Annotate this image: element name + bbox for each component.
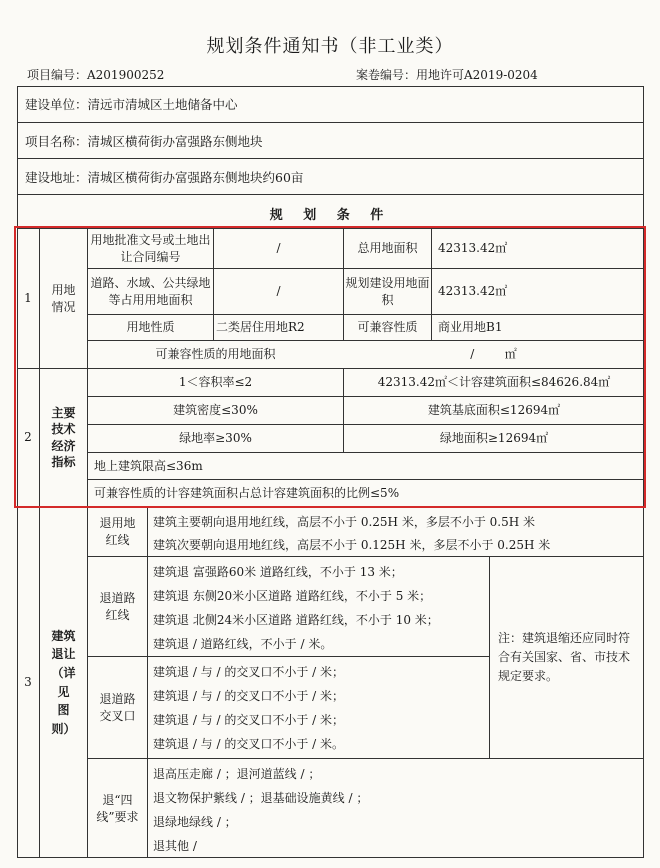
- sec3-road-line-label: 退道路 红线: [87, 556, 147, 656]
- sec3-road-line-1: 建筑退 富强路60米 道路红线，不小于 13 米；: [153, 565, 403, 579]
- section-title: 规 划 条 件: [269, 208, 392, 223]
- sec3-red-line-secondary: 建筑次要朝向退用地红线，高层不小于 0.125H 米，多层不小于 0.25H 米: [153, 538, 551, 552]
- sec3-red-line-primary: 建筑主要朝向退用地红线，高层不小于 0.25H 米，多层不小于 0.5H 米: [153, 515, 535, 529]
- address-text: 建设地址：清城区横荷街办富强路东侧地块约60亩: [25, 169, 304, 185]
- sec2-compatible-ratio: 可兼容性质的计容建筑面积占总计容建筑面积的比例≤5%: [87, 479, 644, 506]
- sec3-label: 建筑 退让 （详 见 图 则）: [39, 506, 87, 858]
- sec1-total-area-label: 总用地面积: [343, 228, 431, 268]
- sec2-height-limit: 地上建筑限高≤36m: [87, 452, 644, 479]
- sec1-occupied-value: /: [213, 268, 343, 314]
- sec3-intersection-2: 建筑退 / 与 / 的交叉口不小于 / 米；: [153, 689, 345, 703]
- sec1-build-area-value: 42313.42㎡: [431, 268, 644, 314]
- sec3-number: 3: [17, 506, 39, 858]
- sec3-intersection-label: 退道路 交叉口: [87, 656, 147, 758]
- sec1-compatible-area-value: / ㎡: [343, 340, 644, 368]
- sec1-land-use-label: 用地性质: [87, 314, 213, 340]
- builder-text: 建设单位：清远市清城区土地储备中心: [25, 97, 238, 112]
- sec3-four-lines-2: 退文物保护紫线 / ；退基础设施黄线 / ；: [153, 791, 369, 805]
- sec1-build-area-label: 规划建设用地面积: [343, 268, 431, 314]
- sec3-note: 注：建筑退缩还应同时符合有关国家、省、市技术规定要求。: [489, 556, 644, 758]
- project-name-text: 项目名称：清城区横荷街办富强路东侧地块: [25, 133, 263, 149]
- sec3-red-line-label: 退用地 红线: [87, 506, 147, 556]
- sec3-four-lines-3: 退绿地绿线 / ；: [153, 815, 237, 829]
- sec1-total-area-value: 42313.42㎡: [431, 228, 644, 268]
- sec1-approval-label: 用地批准文号或土地出让合同编号: [87, 228, 213, 268]
- sec3-road-line-4: 建筑退 / 道路红线，不小于 / 米。: [153, 637, 333, 651]
- sec3-four-lines-1: 退高压走廊 / ；退河道蓝线 / ；: [153, 767, 321, 781]
- sec3-four-lines-label: 退“四 线”要求: [87, 758, 147, 858]
- sec1-land-use-value: 二类居住用地R2: [213, 314, 343, 340]
- builder-row: [17, 86, 644, 122]
- sec2-base-area: 建筑基底面积≤12694㎡: [343, 396, 644, 424]
- sec3-road-line-3: 建筑退 北侧24米小区道路 道路红线，不小于 10 米；: [153, 613, 439, 627]
- sec3-four-lines-4: 退其他 /: [153, 839, 197, 853]
- sec1-compatible-value: 商业用地B1: [431, 314, 644, 340]
- sec1-compatible-area-label: 可兼容性质的用地面积: [87, 340, 343, 368]
- file-number: 案卷编号：用地许可A2019-0204: [356, 68, 538, 82]
- sec1-approval-value: /: [213, 228, 343, 268]
- sec2-far: 1＜容积率≤2: [87, 368, 343, 396]
- sec2-label: 主要 技术 经济 指标: [39, 368, 87, 506]
- document-title: 规划条件通知书（非工业类）: [206, 36, 454, 57]
- sec3-intersection-3: 建筑退 / 与 / 的交叉口不小于 / 米；: [153, 713, 345, 727]
- address-row: [17, 158, 644, 194]
- sec2-density: 建筑密度≤30%: [87, 396, 343, 424]
- sec2-green-rate: 绿地率≥30%: [87, 424, 343, 452]
- sec3-road-line-2: 建筑退 东侧20米小区道路 道路红线，不小于 5 米；: [153, 589, 432, 603]
- sec1-occupied-label: 道路、水域、公共绿地等占用用地面积: [87, 268, 213, 314]
- sec3-intersection-4: 建筑退 / 与 / 的交叉口不小于 / 米。: [153, 737, 345, 751]
- sec1-label: 用地 情况: [39, 228, 87, 368]
- project-name-row: [17, 122, 644, 158]
- sec2-number: 2: [17, 368, 39, 506]
- sec2-gfa: 42313.42㎡＜计容建筑面积≤84626.84㎡: [343, 368, 644, 396]
- sec2-green-area: 绿地面积≥12694㎡: [343, 424, 644, 452]
- sec3-intersection-1: 建筑退 / 与 / 的交叉口不小于 / 米；: [153, 665, 345, 679]
- sec1-number: 1: [17, 228, 39, 368]
- sec1-compatible-label: 可兼容性质: [343, 314, 431, 340]
- project-number: 项目编号：A201900252: [27, 68, 165, 82]
